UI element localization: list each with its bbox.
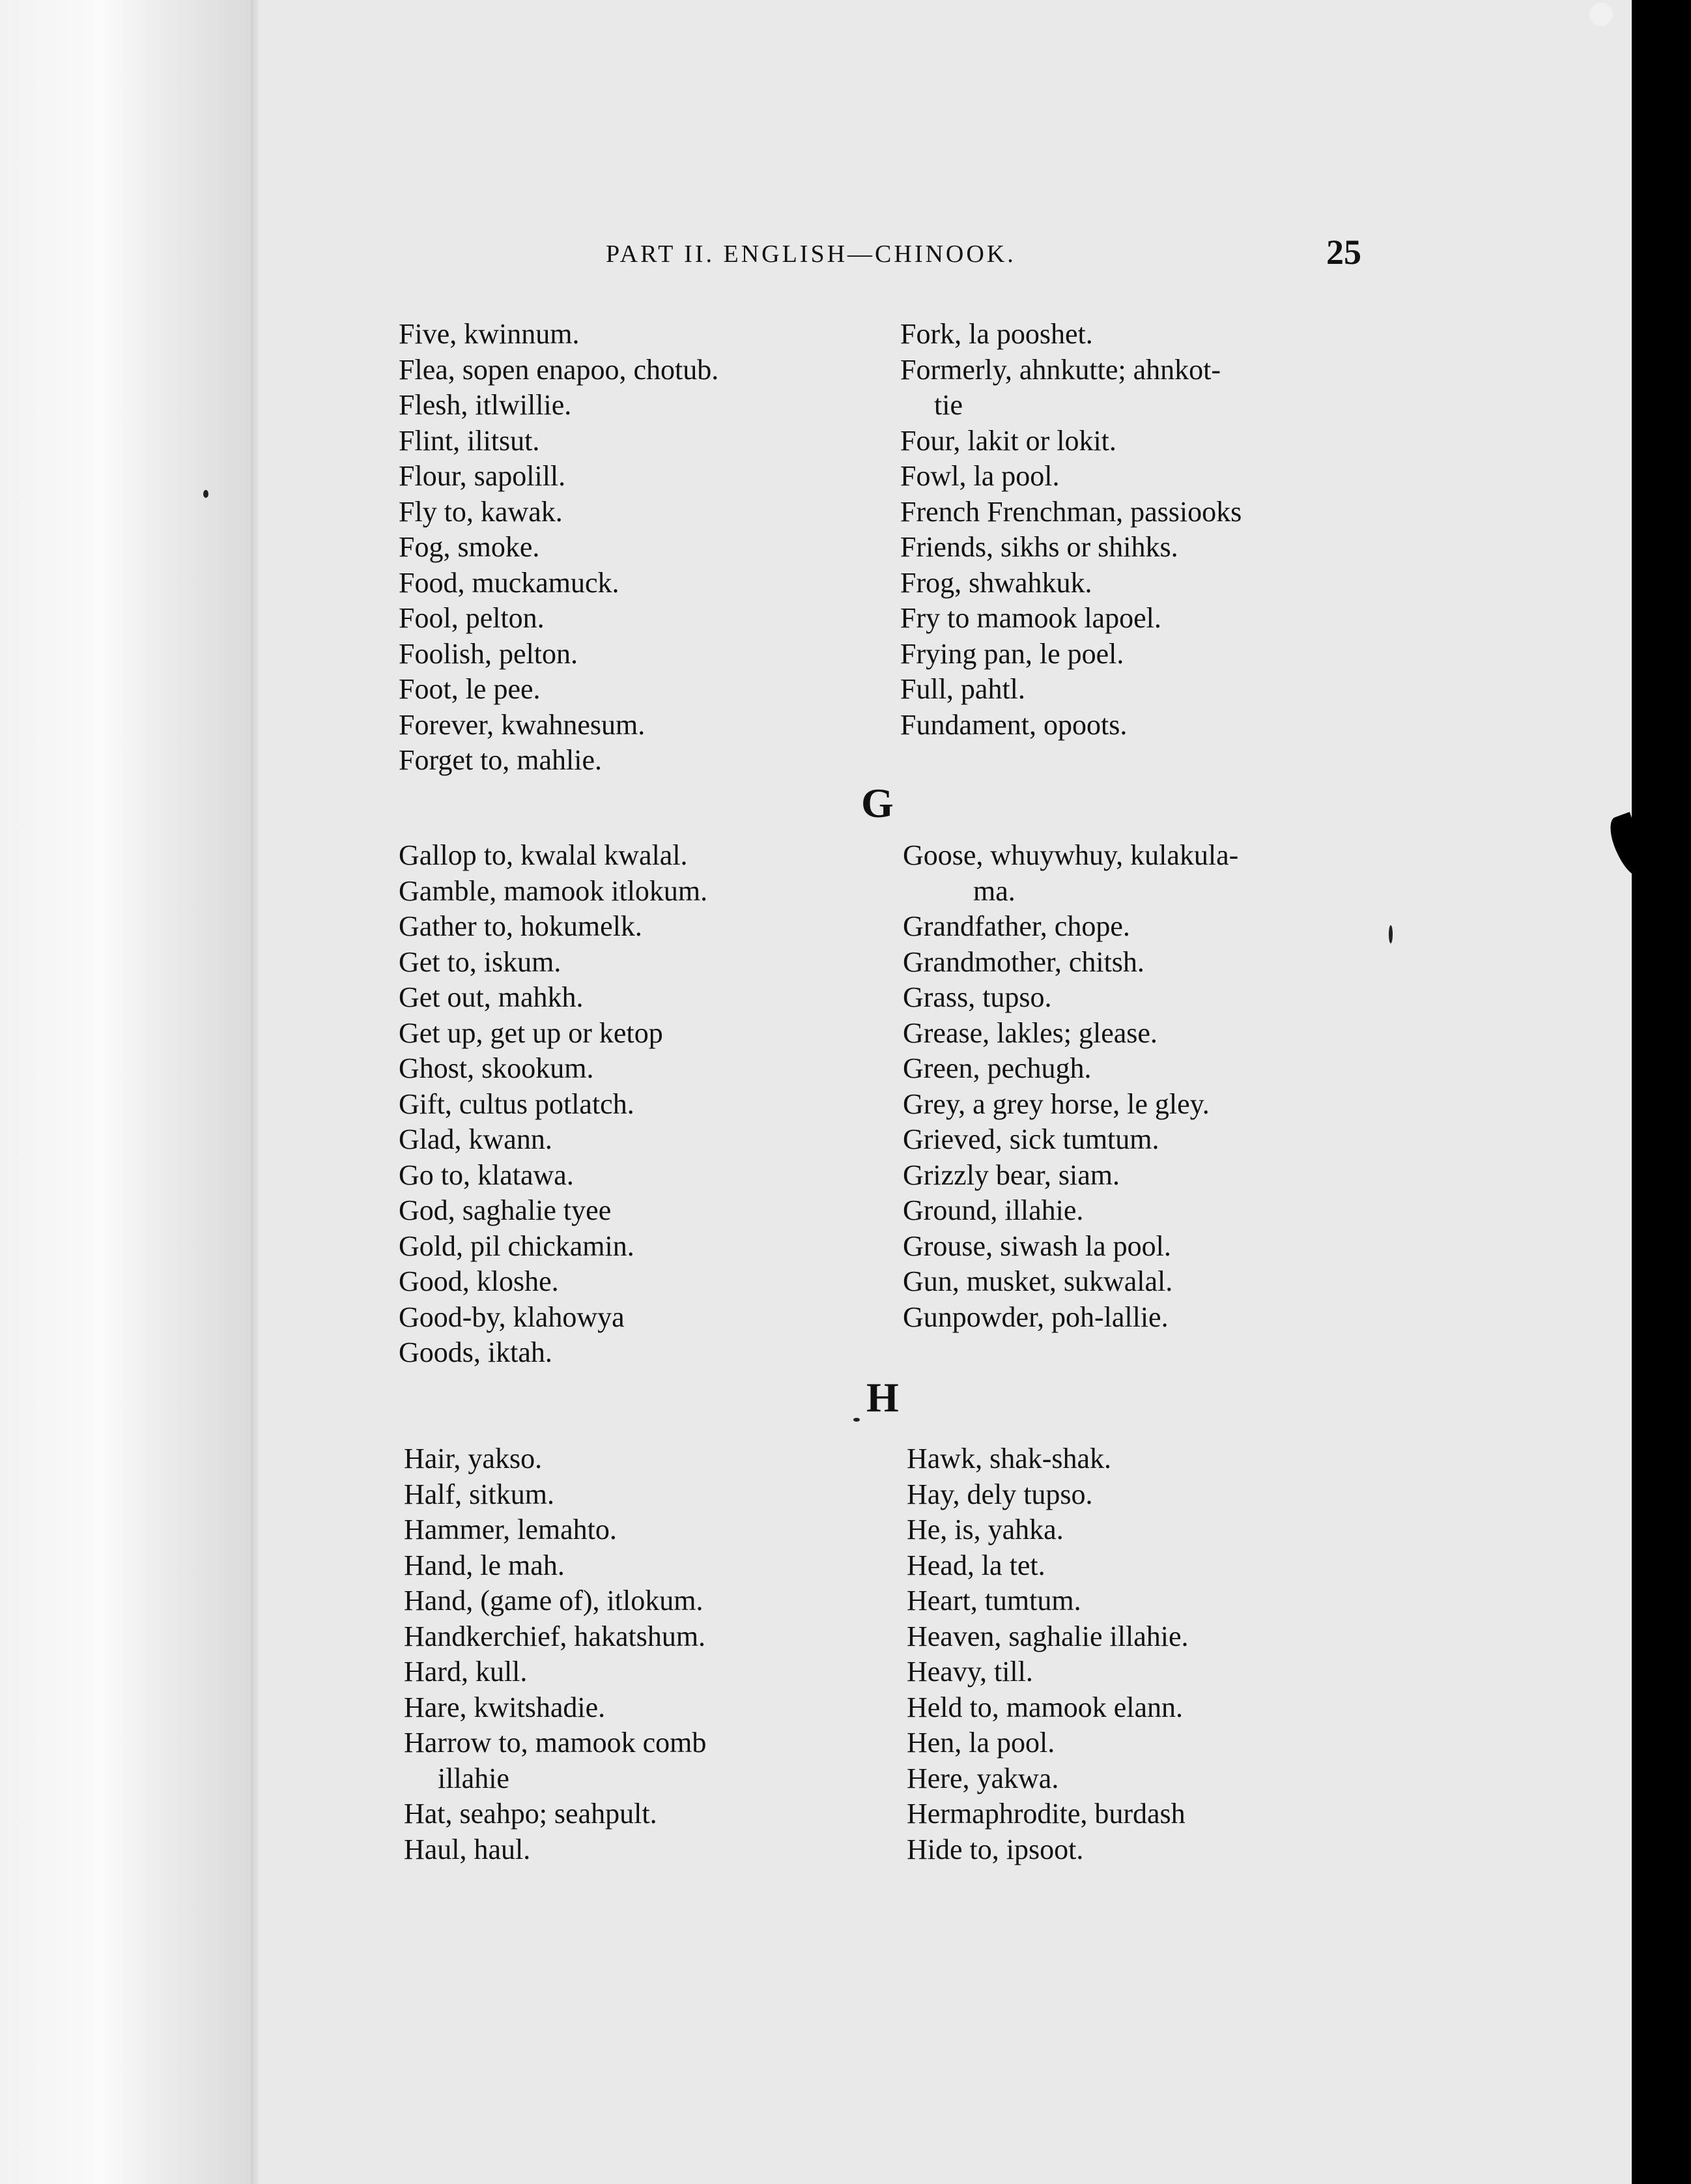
corner-mark	[1589, 3, 1613, 26]
book-binding-strip	[0, 0, 254, 2184]
section-h-right-column	[907, 1441, 1188, 1867]
entry-ground: Ground, illahie.	[903, 1194, 1084, 1226]
entry-gallop: Gallop to, kwalal kwalal.	[399, 839, 688, 871]
entry-grouse: Grouse, siwash la pool.	[903, 1229, 1171, 1262]
running-header: PART II. ENGLISH—CHINOOK.	[606, 240, 1016, 268]
entry-hand: Hand, le mah.	[404, 1549, 565, 1581]
section-letter-h: H	[866, 1374, 899, 1420]
entry-handkerchief: Handkerchief, hakatshum.	[404, 1620, 706, 1652]
entry-fool: Fool, pelton.	[399, 602, 545, 634]
entry-flesh: Flesh, itlwillie.	[399, 389, 572, 421]
entry-held: Held to, mamook elann.	[907, 1691, 1184, 1723]
scan-speck	[203, 490, 208, 498]
entry-grizzly: Grizzly bear, siam.	[903, 1158, 1120, 1191]
entry-gun: Gun, musket, sukwalal.	[903, 1265, 1173, 1297]
entry-head: Head, la tet.	[907, 1549, 1045, 1581]
entry-foolish: Foolish, pelton.	[399, 637, 578, 670]
entry-hat: Hat, seahpo; seahpult.	[404, 1798, 657, 1830]
entry-grandfather: Grandfather, chope.	[903, 910, 1130, 942]
entry-grease: Grease, lakles; glease.	[903, 1016, 1158, 1049]
entry-good: Good, kloshe.	[399, 1265, 559, 1297]
entry-gold: Gold, pil chickamin.	[399, 1229, 634, 1262]
entry-frying-pan: Frying pan, le poel.	[900, 637, 1124, 670]
entry-go: Go to, klatawa.	[399, 1158, 574, 1191]
entry-foot: Foot, le pee.	[399, 673, 541, 705]
entry-forget: Forget to, mahlie.	[399, 744, 603, 776]
section-f-left-column	[399, 317, 718, 779]
entry-hair: Hair, yakso.	[404, 1443, 543, 1474]
entry-heaven: Heaven, saghalie illahie.	[907, 1620, 1189, 1652]
entry-haul: Haul, haul.	[404, 1833, 531, 1865]
entry-heavy: Heavy, till.	[907, 1656, 1033, 1688]
page-number: 25	[1326, 233, 1361, 272]
entry-frog: Frog, shwahkuk.	[900, 566, 1092, 599]
entry-hen: Hen, la pool.	[907, 1727, 1055, 1759]
entry-ghost: Ghost, skookum.	[399, 1052, 594, 1084]
entry-food: Food, muckamuck.	[399, 566, 619, 599]
entry-get-out: Get out, mahkh.	[399, 981, 584, 1013]
scan-speck	[853, 1418, 860, 1422]
entry-hide: Hide to, ipsoot.	[907, 1833, 1084, 1865]
entry-gift: Gift, cultus potlatch.	[399, 1087, 634, 1120]
entry-gather: Gather to, hokumelk.	[399, 910, 642, 942]
entry-hard: Hard, kull.	[404, 1656, 528, 1688]
entry-fry: Fry to mamook lapoel.	[900, 602, 1161, 634]
entry-hawk: Hawk, shak-shak.	[907, 1443, 1112, 1474]
entry-hand-game: Hand, (game of), itlokum.	[404, 1585, 703, 1616]
entry-gunpowder: Gunpowder, poh-lallie.	[903, 1300, 1169, 1333]
entry-green: Green, pechugh.	[903, 1052, 1092, 1084]
entry-goose-continued: ma.	[973, 874, 1016, 907]
entry-fork: Fork, la pooshet.	[900, 318, 1093, 350]
scan-speck	[1389, 925, 1393, 943]
entry-five: Five, kwinnum.	[399, 318, 580, 350]
entry-four: Four, lakit or lokit.	[900, 424, 1116, 457]
section-h-left-column	[404, 1441, 706, 1867]
entry-grass: Grass, tupso.	[903, 981, 1052, 1013]
entry-fowl: Fowl, la pool.	[900, 460, 1060, 492]
entry-glad: Glad, kwann.	[399, 1123, 552, 1155]
entry-he: He, is, yahka.	[907, 1514, 1064, 1545]
entry-flint: Flint, ilitsut.	[399, 424, 540, 457]
entry-grandmother: Grandmother, chitsh.	[903, 945, 1144, 978]
section-letter-g: G	[861, 780, 894, 826]
entry-fundament: Fundament, opoots.	[900, 708, 1128, 741]
scan-background	[1632, 0, 1691, 2184]
entry-grieved: Grieved, sick tumtum.	[903, 1123, 1159, 1155]
entry-hay: Hay, dely tupso.	[907, 1478, 1093, 1510]
entry-get-up: Get up, get up or ketop	[399, 1016, 663, 1049]
entry-flea: Flea, sopen enapoo, chotub.	[399, 353, 719, 386]
entry-good-by: Good-by, klahowya	[399, 1300, 625, 1333]
entry-get: Get to, iskum.	[399, 945, 561, 978]
entry-half: Half, sitkum.	[404, 1478, 554, 1510]
section-g-left-column	[399, 838, 707, 1371]
entry-friends: Friends, sikhs or shihks.	[900, 531, 1178, 563]
entry-hammer: Hammer, lemahto.	[404, 1514, 617, 1545]
entry-fly: Fly to, kawak.	[399, 495, 563, 528]
binding-edge	[251, 0, 260, 2184]
section-f-right-column	[900, 317, 1242, 743]
entry-heart: Heart, tumtum.	[907, 1585, 1081, 1616]
entry-fog: Fog, smoke.	[399, 531, 540, 563]
entry-formerly-continued: tie	[934, 389, 963, 421]
section-g-right-column	[903, 838, 1238, 1335]
entry-goods: Goods, iktah.	[399, 1336, 552, 1368]
entry-here: Here, yakwa.	[907, 1762, 1059, 1794]
entry-flour: Flour, sapolill.	[399, 460, 566, 492]
entry-full: Full, pahtl.	[900, 673, 1025, 705]
entry-french: French Frenchman, passiooks	[900, 495, 1242, 528]
entry-hare: Hare, kwitshadie.	[404, 1691, 606, 1723]
entry-harrow: Harrow to, mamook comb	[404, 1727, 707, 1759]
entry-god: God, saghalie tyee	[399, 1194, 612, 1226]
entry-formerly: Formerly, ahnkutte; ahnkot-	[900, 353, 1221, 386]
entry-hermaphrodite: Hermaphrodite, burdash	[907, 1798, 1186, 1830]
entry-grey: Grey, a grey horse, le gley.	[903, 1087, 1210, 1120]
entry-gamble: Gamble, mamook itlokum.	[399, 874, 708, 907]
entry-harrow-continued: illahie	[438, 1762, 509, 1794]
entry-goose: Goose, whuywhuy, kulakula-	[903, 839, 1239, 871]
entry-forever: Forever, kwahnesum.	[399, 708, 646, 741]
